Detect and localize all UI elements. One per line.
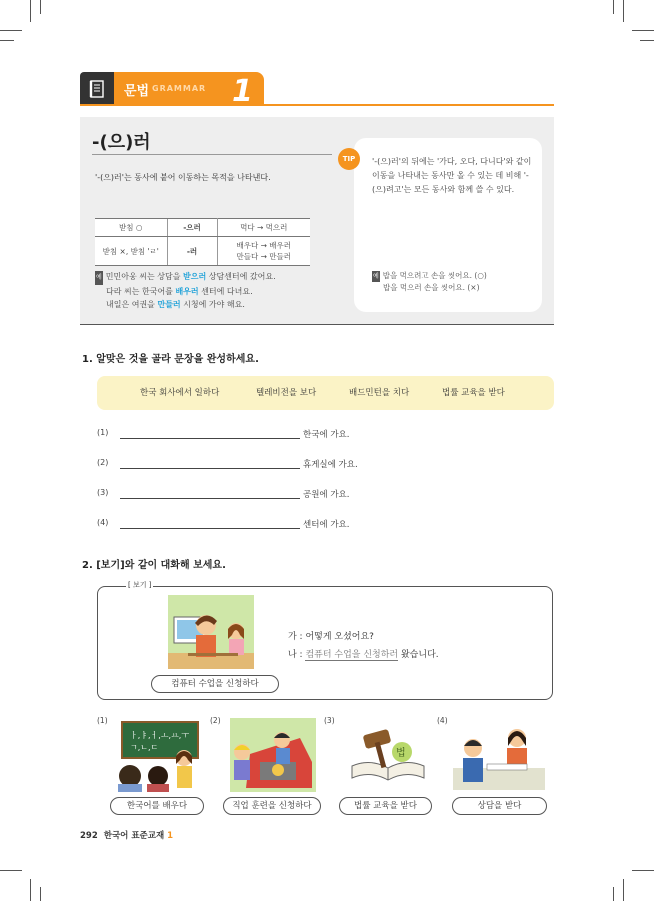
- picture-number: (3): [324, 716, 335, 725]
- table-cell: 먹다 → 먹으러: [217, 219, 310, 237]
- dialog-underline: 컴퓨터 수업을 신청하러: [305, 650, 399, 660]
- picture-number: (2): [210, 716, 221, 725]
- question-tail: 공원에 가요.: [303, 490, 350, 500]
- table-cell-line: 배우다 → 배우러: [236, 241, 292, 250]
- list-item: [95, 298, 276, 312]
- header-divider: [80, 104, 554, 106]
- conjugation-table: [95, 218, 310, 266]
- example-text: 민민아웅 씨는 상담을: [105, 272, 183, 281]
- table-cell: -으러: [167, 219, 217, 237]
- word-bank-item: 법률 교육을 받다: [442, 388, 505, 398]
- crop-mark: [0, 40, 14, 41]
- example-highlight: 만들러: [157, 300, 181, 309]
- korean-class-illustration: [108, 718, 204, 792]
- crop-mark: [613, 0, 614, 14]
- crop-mark: [632, 30, 654, 31]
- grammar-description: '-(으)러'는 동사에 붙어 이동하는 목적을 나타낸다.: [95, 173, 271, 182]
- answer-blank[interactable]: [120, 438, 300, 439]
- page-footer: [80, 829, 173, 841]
- question-number: (3): [97, 488, 109, 497]
- picture-caption: 법률 교육을 받다: [339, 797, 432, 815]
- list-item: [95, 270, 276, 285]
- book-volume: 1: [167, 831, 174, 841]
- tip-examples: [372, 270, 487, 293]
- example-label: [ 보기 ]: [128, 581, 152, 589]
- crop-mark: [613, 887, 614, 901]
- list-item: [95, 285, 276, 299]
- dialog-line-a: 가 : 어떻게 오셨어요?: [288, 632, 374, 642]
- table-cell: 받침 ×, 받침 'ㄹ': [95, 237, 167, 266]
- dialog-line-b: [288, 647, 439, 660]
- dialog-text: 왔습니다.: [398, 650, 439, 660]
- table-cell: [217, 237, 310, 266]
- exercise-1-title: 1. 알맞은 것을 골라 문장을 완성하세요.: [82, 354, 259, 365]
- book-title: 한국어 표준교재: [103, 831, 165, 841]
- picture-caption: 직업 훈련을 신청하다: [223, 797, 321, 815]
- question-number: (4): [97, 518, 109, 527]
- crop-mark: [632, 870, 654, 871]
- table-cell: -러: [167, 237, 217, 266]
- answer-blank[interactable]: [120, 528, 300, 529]
- picture-caption: 한국어를 배우다: [110, 797, 204, 815]
- example-highlight: 배우러: [175, 286, 199, 296]
- example-caption: 컴퓨터 수업을 신청하다: [151, 675, 279, 693]
- table-cell-line: 만들다 → 만들러: [236, 252, 292, 261]
- job-training-illustration: [230, 718, 316, 792]
- computer-class-illustration: [168, 595, 254, 669]
- exercise-2-title: 2. [보기]와 같이 대화해 보세요.: [82, 560, 226, 571]
- example-mark: 예: [95, 271, 103, 285]
- picture-caption: 상담을 받다: [452, 797, 547, 815]
- page-number: 292: [80, 831, 98, 841]
- example-text: 상담센터에 갔어요.: [206, 272, 276, 281]
- example-mark: 예: [373, 273, 379, 280]
- svg-text:ㄱ,ㄴ,ㄷ: ㄱ,ㄴ,ㄷ: [130, 743, 159, 752]
- word-bank-item: 한국 회사에서 일하다: [140, 388, 220, 398]
- example-text: 다라 씨는 한국어를: [106, 286, 176, 296]
- lightbulb-icon: TIP: [338, 148, 360, 170]
- crop-mark: [40, 0, 41, 14]
- crop-mark: [30, 879, 31, 901]
- word-bank-item: 배드민턴을 치다: [349, 388, 410, 398]
- svg-text:법: 법: [396, 748, 406, 759]
- svg-text:ㅏ,ㅑ,ㅓ,ㅗ,ㅛ,ㅜ: ㅏ,ㅑ,ㅓ,ㅗ,ㅛ,ㅜ: [130, 731, 190, 740]
- example-highlight: 받으러: [182, 272, 207, 281]
- section-number: 1: [232, 74, 253, 109]
- grammar-examples: [95, 270, 276, 312]
- question-tail: 휴게실에 가요.: [303, 460, 358, 470]
- table-cell: 받침 ○: [95, 219, 167, 237]
- crop-mark: [640, 40, 654, 41]
- word-bank-item: 텔레비전을 보다: [256, 388, 317, 398]
- section-subtitle: GRAMMAR: [152, 84, 207, 93]
- crop-mark: [623, 0, 624, 22]
- question-tail: 한국에 가요.: [303, 430, 350, 440]
- counseling-illustration: [453, 720, 545, 790]
- crop-mark: [623, 879, 624, 901]
- tip-example: 밥을 먹으려고 손을 씻어요. (○): [382, 271, 487, 280]
- notebook-icon: [80, 72, 114, 106]
- question-number: (1): [97, 428, 109, 437]
- example-text: 내일은 여권을: [106, 300, 158, 309]
- grammar-title: -(으)러: [92, 132, 151, 153]
- section-title: 문법: [124, 84, 150, 99]
- table-row: [95, 237, 310, 266]
- crop-mark: [0, 870, 22, 871]
- picture-number: (4): [437, 716, 448, 725]
- dialog-speaker: 나 :: [288, 650, 306, 660]
- title-underline: [92, 154, 332, 155]
- list-item: [372, 270, 487, 282]
- crop-mark: [30, 0, 31, 22]
- table-row: [95, 219, 310, 237]
- example-text: 시청에 가야 해요.: [180, 300, 245, 309]
- law-book-illustration: [342, 722, 432, 788]
- list-item: 밥을 먹으러 손을 씻어요. (×): [383, 283, 480, 292]
- answer-blank[interactable]: [120, 498, 300, 499]
- example-text: 센터에 다녀요.: [198, 286, 253, 296]
- tip-text: '-(으)러'의 뒤에는 '가다, 오다, 다니다'와 같이 이동을 나타내는 동사만 올 수 있는 데 비해 '-(으)려고'는 모든 동사와 함께 쓸 수 있다.: [372, 157, 532, 194]
- crop-mark: [0, 30, 22, 31]
- picture-number: (1): [97, 716, 108, 725]
- question-tail: 센터에 가요.: [303, 520, 350, 530]
- question-number: (2): [97, 458, 109, 467]
- answer-blank[interactable]: [120, 468, 300, 469]
- crop-mark: [40, 887, 41, 901]
